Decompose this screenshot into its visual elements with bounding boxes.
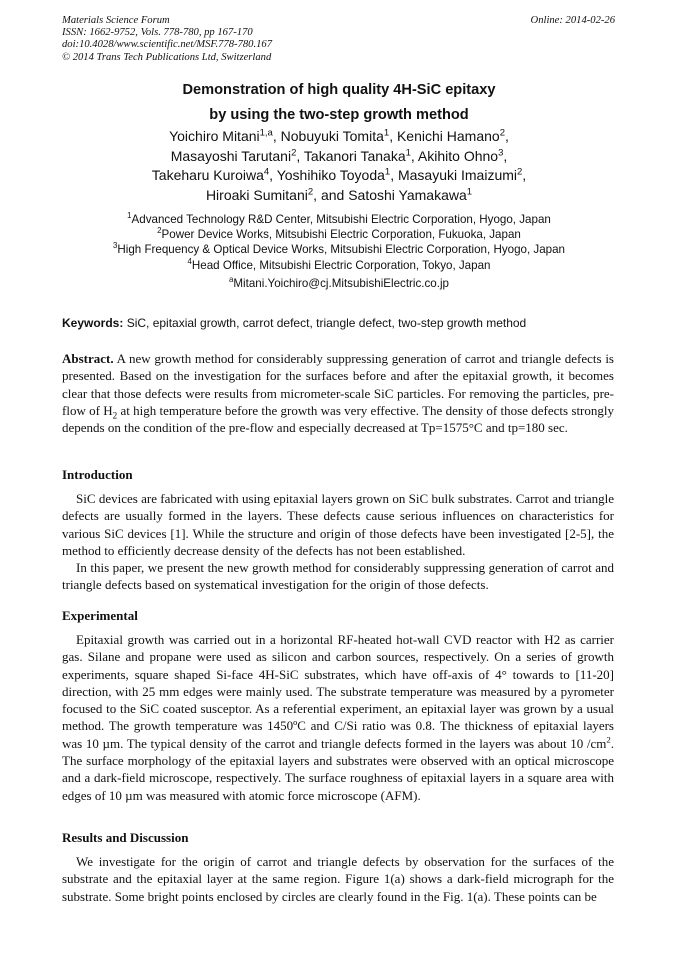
author-name: Kenichi Hamano bbox=[396, 128, 500, 144]
author-name: Akihito Ohno bbox=[417, 147, 499, 164]
author-separator: , bbox=[389, 128, 397, 144]
author-name: Takeharu Kuroiwa bbox=[151, 167, 264, 184]
abstract-label: Abstract. bbox=[62, 351, 114, 366]
online-date: Online: 2014-02-26 bbox=[530, 15, 615, 26]
copyright-line: © 2014 Trans Tech Publications Ltd, Switzerland bbox=[62, 51, 272, 63]
affiliation-text: High Frequency & Optical Device Works, Mitsubishi Electric Corporation, Hyogo, Japan bbox=[117, 243, 565, 257]
author-separator: , bbox=[272, 128, 281, 144]
author-name: Hiroaki Sumitani bbox=[205, 186, 308, 203]
affiliation-text: Power Device Works, Mitsubishi Electric Corporation, Fukuoka, Japan bbox=[161, 228, 521, 242]
journal-header bbox=[62, 15, 272, 64]
author-affil-mark: 4 bbox=[263, 166, 270, 178]
author-affil-mark: 2 bbox=[499, 127, 505, 139]
author-name: Takanori Tanaka bbox=[303, 147, 406, 164]
author-affil-mark: 2 bbox=[517, 166, 523, 178]
introduction-heading: Introduction bbox=[62, 467, 133, 482]
author-name: Masayuki Imaizumi bbox=[397, 167, 517, 184]
affiliation-text: Advanced Technology R&D Center, Mitsubishi Electric Corporation, Hyogo, Japan bbox=[131, 213, 551, 226]
experimental-text-2: . The surface morphology of the epitaxial layers and substrates were observed with an optical microscope and a dark-field microscope, respectively. The surface roughness of epitaxial layers in a square area with edges of 10 µm was measured with atomic force microscope (AFM). bbox=[62, 735, 614, 803]
affiliation-number: 4 bbox=[187, 256, 192, 266]
introduction-paragraph-1: SiC devices are fabricated with using epitaxial layers grown on SiC bulk substrates. Carrot and triangle defects are usually formed in the layers. These defects cause serious influences on characteristics for various SiC devices [1]. While the structure and origin of those defects have been investigated [2-5], the method to efficiently decrease density of the defects has not been established. bbox=[62, 491, 614, 558]
affiliation-number: 3 bbox=[112, 241, 118, 251]
author-affil-mark: 1 bbox=[405, 146, 411, 158]
affiliation-list bbox=[0, 212, 678, 273]
abstract bbox=[62, 350, 614, 436]
author-name: Nobuyuki Tomita bbox=[280, 128, 384, 144]
author-affil-mark: 3 bbox=[498, 146, 504, 158]
author-line-1 bbox=[0, 127, 678, 147]
keywords-text: SiC, epitaxial growth, carrot defect, triangle defect, two-step growth method bbox=[123, 316, 527, 330]
journal-name: Materials Science Forum bbox=[62, 15, 170, 26]
abstract-subscript: 2 bbox=[112, 410, 118, 421]
affiliation-item bbox=[0, 227, 678, 242]
author-affil-mark: 1 bbox=[384, 166, 391, 178]
author-separator: , bbox=[269, 167, 277, 184]
paper-title-line-1: Demonstration of high quality 4H-SiC epitaxy bbox=[182, 82, 496, 98]
author-affil-mark: 1 bbox=[383, 127, 390, 139]
paper-title-line-2: by using the two-step growth method bbox=[209, 107, 469, 123]
author-separator: , and bbox=[313, 186, 349, 203]
doi-link[interactable]: doi:10.4028/www.scientific.net/MSF.778-780.167 bbox=[62, 39, 272, 51]
issn-line: ISSN: 1662-9752, Vols. 778-780, pp 167-170 bbox=[62, 27, 253, 39]
author-affil-mark: 1,a bbox=[259, 127, 273, 139]
introduction-paragraph-2: In this paper, we present the new growth method for considerably suppressing generation of carrot and triangle defects based on systematical investigation for the origin of those defects. bbox=[62, 560, 614, 593]
author-line-3 bbox=[0, 166, 678, 186]
keywords-label: Keywords: bbox=[62, 316, 124, 330]
author-separator: , bbox=[410, 147, 418, 164]
author-separator: , bbox=[503, 147, 508, 164]
author-line-2 bbox=[0, 147, 678, 167]
author-separator: , bbox=[296, 147, 304, 164]
email-address[interactable]: Mitani.Yoichiro@cj.MitsubishiElectric.co.jp bbox=[233, 277, 449, 290]
affiliation-number: 2 bbox=[157, 226, 162, 236]
affiliation-item bbox=[0, 212, 678, 227]
author-affil-mark: 1 bbox=[466, 186, 473, 198]
experimental-text-1: Epitaxial growth was carried out in a horizontal RF-heated hot-wall CVD reactor with H2 as carrier gas. Silane and propane were used as silicon and carbon sources, respectively. On a series of growth experiments, square shaped Si-face 4H-SiC substrates, which have off-axis of 4° towards to [11-20] direction, with 25 mm edges were mainly used. The substrate temperature was measured by a pyrometer focused to the SiC coated susceptor. As a referential experiment, an epitaxial layer was grown by a usual method. The growth temperature was 1450ºC and C/Si ratio was 0.8. The thickness of epitaxial layers was 10 µm. The typical density of the carrot and triangle defects formed in the layers was about 10 /cm bbox=[62, 632, 614, 751]
affiliation-item bbox=[0, 242, 678, 257]
author-separator: , bbox=[390, 167, 398, 184]
results-heading: Results and Discussion bbox=[62, 830, 189, 845]
results-paragraph-1: We investigate for the origin of carrot and triangle defects by observation for the surfaces of the substrate and the epitaxial layer at the same region. Figure 1(a) shows a dark-field micrograph for the substrate. Some bright points enclosed by circles are clearly found in the Fig. 1(a). These points can be bbox=[62, 854, 614, 904]
email-mark: a bbox=[229, 275, 234, 285]
author-affil-mark: 2 bbox=[291, 146, 297, 158]
abstract-text-1: A new growth method for considerably suppressing generation of carrot and triangle defects is presented. Based on the investigation for the surfaces before and after the epitaxial growth, it becomes clear that those defects were results from micrometer-scale SiC particles. For removing the particles, pre-flow of H bbox=[62, 351, 614, 418]
author-name: Masayoshi Tarutani bbox=[170, 147, 292, 164]
author-separator: , bbox=[505, 128, 509, 144]
experimental-paragraph bbox=[62, 631, 614, 804]
affiliation-item bbox=[0, 258, 678, 273]
abstract-text-2: at high temperature before the growth was very effective. The density of those defects strongly depends on the condition of the pre-flow and especially decreased at Tp=1575°C and tp=180 sec. bbox=[62, 402, 614, 436]
author-list bbox=[0, 127, 678, 205]
author-name: Satoshi Yamakawa bbox=[348, 186, 467, 203]
author-separator: , bbox=[522, 167, 527, 184]
keywords bbox=[62, 316, 526, 330]
affiliation-number: 1 bbox=[127, 211, 132, 221]
experimental-superscript: 2 bbox=[606, 734, 611, 745]
author-line-4 bbox=[0, 186, 678, 206]
affiliation-text: Head Office, Mitsubishi Electric Corporation, Tokyo, Japan bbox=[191, 258, 491, 272]
author-affil-mark: 2 bbox=[307, 186, 314, 198]
author-name: Yoichiro Mitani bbox=[169, 128, 260, 144]
experimental-heading: Experimental bbox=[62, 608, 138, 623]
corresponding-email bbox=[0, 277, 678, 290]
author-name: Yoshihiko Toyoda bbox=[276, 167, 385, 184]
